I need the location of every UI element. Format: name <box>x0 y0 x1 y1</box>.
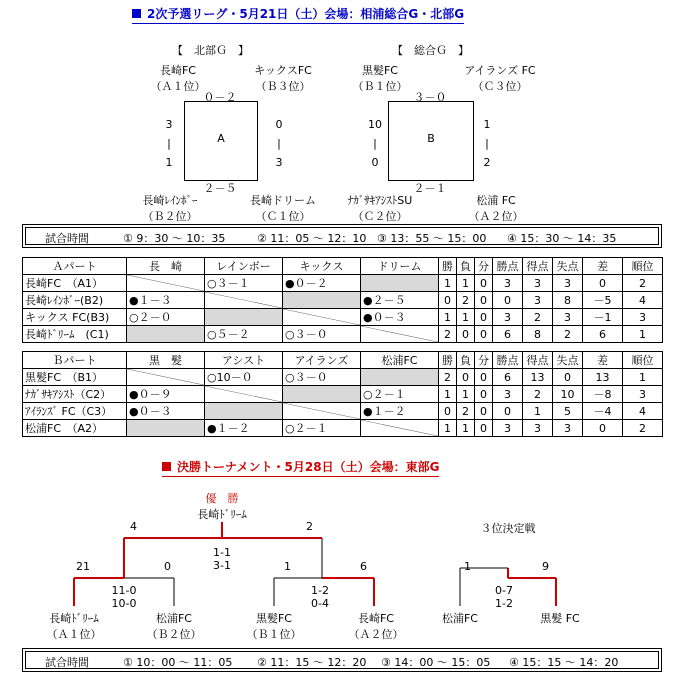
final-time-1: ① 10：00 ～ 11：05 <box>123 656 233 669</box>
group-b-venue: 【 総合Ｇ 】 <box>392 44 469 57</box>
group-b-team-bl: ﾅｶﾞｻｷｱｼｽﾄSU （Ｃ２位） <box>347 194 413 223</box>
group-a-right-score: 0 | 3 <box>275 118 283 169</box>
group-a-venue: 【 北部Ｇ 】 <box>172 44 249 57</box>
semi1-pk-scores: 11-0 10-0 <box>111 584 137 610</box>
group-a-team-br: 長崎ドリーム （Ｃ１位） <box>250 194 316 223</box>
third-pk-scores: 0-7 1-2 <box>495 584 513 610</box>
prelim-time-2: ② 11：05 ～ 12：10 <box>257 232 367 245</box>
final-pk-scores: 1-1 3-1 <box>213 546 231 572</box>
prelim-time-4: ④ 15：30 ～ 14：35 <box>507 232 617 245</box>
table-row: ﾅｶﾞｻｷｱｼｽﾄ（C2） ●０－９ ○２－１ 1 1 0 3 2 10 －8 3 <box>23 386 663 403</box>
semi1-left-score: 21 <box>76 560 90 573</box>
final-time-2: ② 11：15 ～ 12：20 <box>257 656 367 669</box>
semi2-right-score: 6 <box>360 560 367 573</box>
table-row: 黒髪FC （B1） ○10－０ ○３－０ 2 0 0 6 13 0 13 1 <box>23 369 663 386</box>
group-a-top-score: ０－２ <box>203 91 237 104</box>
standings-b-header: Ｂパート 黒 髪 アシスト アイランズ 松浦FC 勝 負 分 勝点 得点 失点 差 順位 <box>23 352 663 369</box>
group-b-bottom-score: ２－１ <box>413 182 447 195</box>
final-time-4: ④ 15：15 ～ 14：20 <box>509 656 619 669</box>
bracket-team-3: 黒髪FC （Ｂ１位） <box>246 612 302 641</box>
table-row: 長崎ﾚｲﾝﾎﾞｰ(B2) ●１－３ ●２－５ 0 2 0 0 3 8 －5 4 <box>23 292 663 309</box>
third-left-score: 1 <box>464 560 471 573</box>
semi2-pk-scores: 1-2 0-4 <box>311 584 329 610</box>
group-b-left-score: 10 | 0 <box>368 118 382 169</box>
bracket-team-1: 長崎ﾄﾞﾘｰﾑ （Ａ１位） <box>46 612 102 641</box>
group-a-letter: A <box>217 132 225 145</box>
group-a-bottom-score: ２－５ <box>203 182 237 195</box>
bracket-team-4: 長崎FC （Ａ２位） <box>348 612 404 641</box>
third-place-title: ３位決定戦 <box>480 522 536 535</box>
group-b-letter: B <box>427 132 435 145</box>
final-title: 決勝トーナメント・5月28日（土）会場：東部G <box>162 458 439 477</box>
prelim-times-label: 試合時間 <box>45 232 89 245</box>
group-b-team-tl: 黒髪FC （Ｂ１位） <box>352 64 408 93</box>
table-row: 長崎FC （A1） ○３－１ ●０－２ 1 1 0 3 3 3 0 2 <box>23 275 663 292</box>
group-a-left-score: 3 | 1 <box>165 118 173 169</box>
champion-team: 長崎ﾄﾞﾘｰﾑ <box>197 508 247 521</box>
table-row: 長崎ﾄﾞﾘｰﾑ (C1) ○５－２ ○３－０ 2 0 0 6 8 2 6 1 <box>23 326 663 343</box>
third-team-left: 松浦FC <box>441 612 478 625</box>
table-row: 松浦FC （A2） ●１－２ ○２－１ 1 1 0 3 3 3 0 2 <box>23 420 663 437</box>
semi1-right-score: 0 <box>164 560 171 573</box>
group-b-team-tr: アイランズ FC （Ｃ３位） <box>464 64 536 93</box>
group-b-team-br: 松浦 FC （Ａ２位） <box>468 194 524 223</box>
group-b-top-score: ３－０ <box>413 91 447 104</box>
final-time-3: ③ 14：00 ～ 15：05 <box>381 656 491 669</box>
semi2-left-score: 1 <box>284 560 291 573</box>
group-a-team-tr: キックスFC （Ｂ３位） <box>254 64 312 93</box>
group-b-right-score: 1 | 2 <box>483 118 491 169</box>
final-times-label: 試合時間 <box>45 656 89 669</box>
group-a-team-tl: 長崎FC （Ａ１位） <box>150 64 206 93</box>
prelim-time-3: ③ 13：55 ～ 15：00 <box>377 232 487 245</box>
third-team-right: 黒髪 FC <box>540 612 580 625</box>
final-right-score: 2 <box>306 520 313 533</box>
final-left-score: 4 <box>130 520 137 533</box>
table-row: ｱｲﾗﾝｽﾞ FC（C3） ●０－３ ●１－２ 0 2 0 0 1 5 －4 4 <box>23 403 663 420</box>
prelim-time-1: ① 9：30 ～ 10：35 <box>123 232 226 245</box>
bracket-team-2: 松浦FC （Ｂ２位） <box>146 612 202 641</box>
prelim-title: 2次予選リーグ・5月21日（土）会場：相浦総合G・北部G <box>132 5 464 24</box>
champion-label: 優 勝 <box>205 492 239 505</box>
third-right-score: 9 <box>542 560 549 573</box>
standings-a-header: Ａパート 長 崎 レインボー キックス ドリーム 勝 負 分 勝点 得点 失点 差 順位 <box>23 258 663 275</box>
group-a-team-bl: 長崎ﾚｲﾝﾎﾞｰ （Ｂ２位） <box>142 194 198 223</box>
final-times-box <box>22 648 662 672</box>
table-row: キックス FC(B3) ○２－０ ●０－３ 1 1 0 3 2 3 －1 3 <box>23 309 663 326</box>
